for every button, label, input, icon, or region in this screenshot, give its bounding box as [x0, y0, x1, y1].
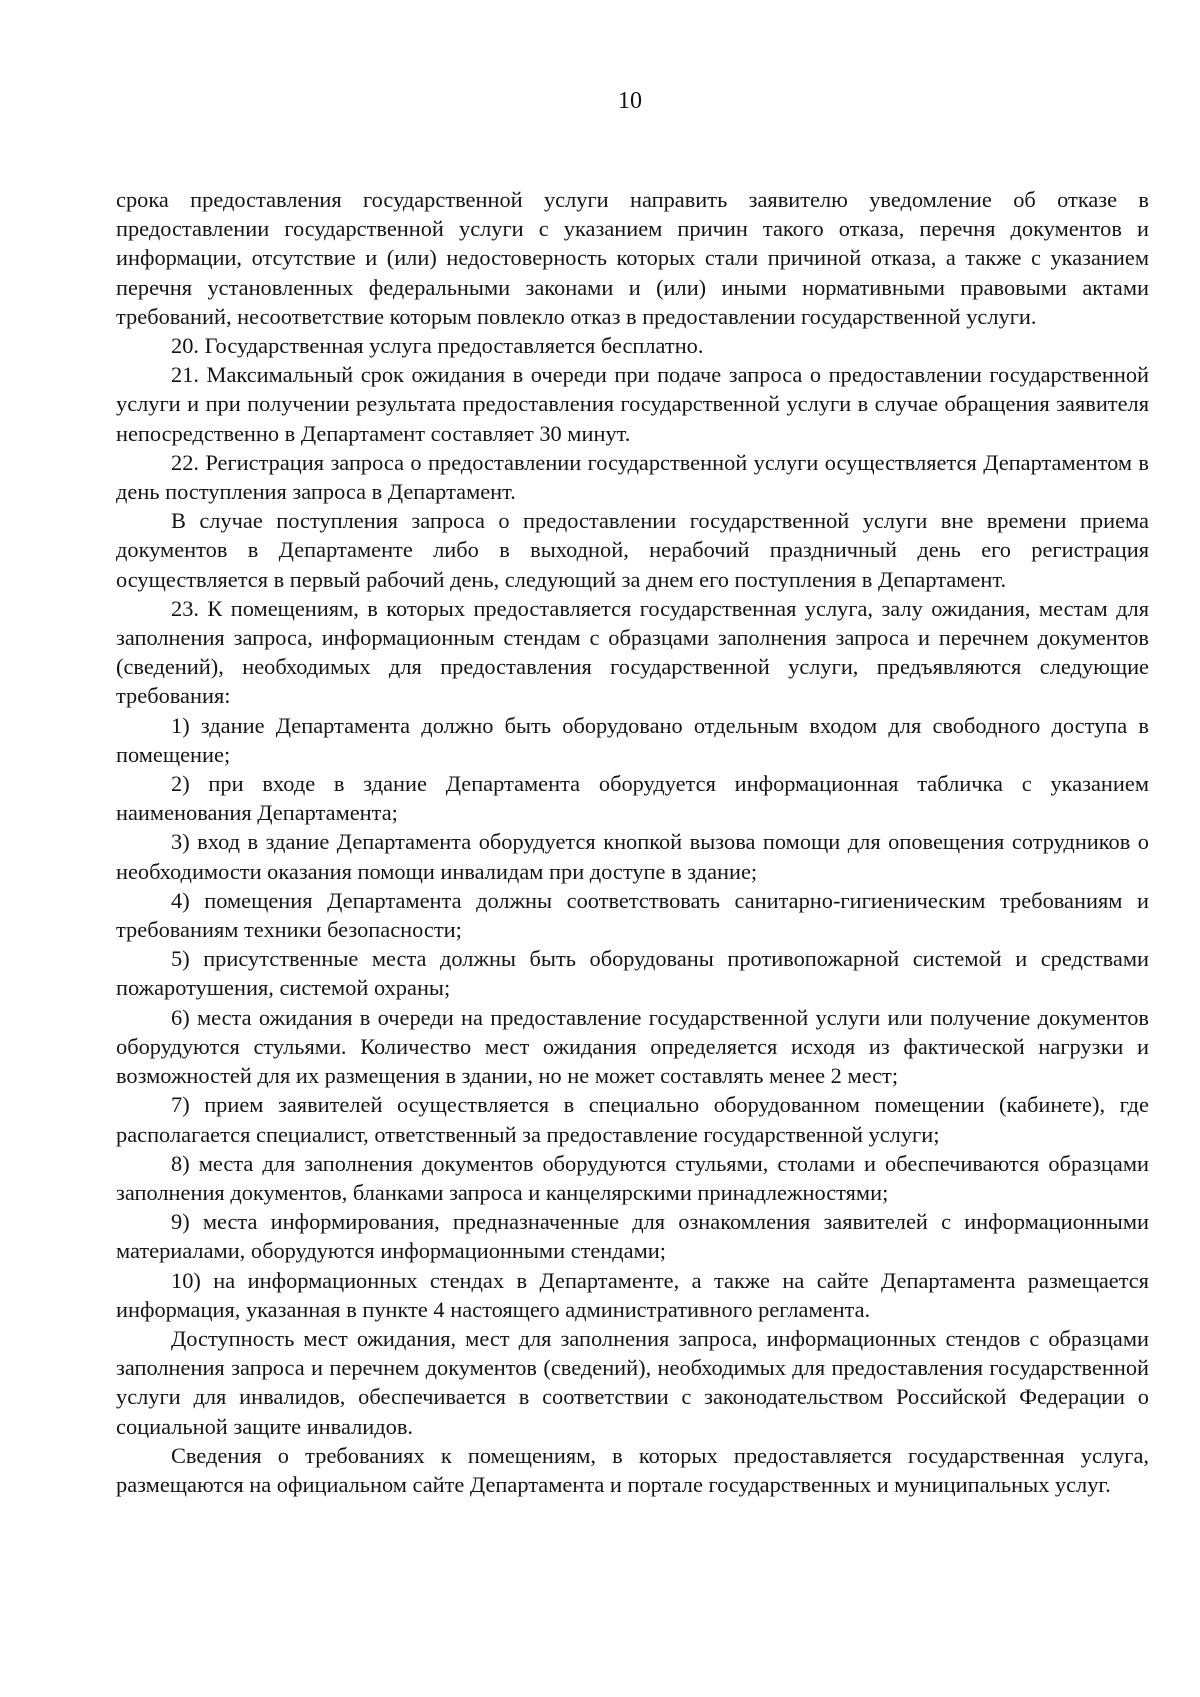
paragraph-item-20: 20. Государственная услуга предоставляется бесплатно.	[171, 333, 704, 359]
requirement-10: 10) на информационных стендах в Департаменте, а также на сайте Департамента размещается информация, указанная в пункте 4 настоящего административного регламента.	[116, 1267, 1149, 1322]
paragraph-accessibility: Доступность мест ожидания, мест для заполнения запроса, информационных стендов с образцами заполнения запроса и перечнем документов (сведений), необходимых для предоставления государственной услуги для инвалидов, обеспечивается в соответствии с законодательством Российской Федерации о социальной защите инвалидов.	[116, 1325, 1149, 1439]
paragraph-premises-info: Сведения о требованиях к помещениям, в которых предоставляется государственная услуга, размещаются на официальном сайте Департамента и портале государственных и муниципальных услуг.	[116, 1442, 1149, 1497]
requirement-9: 9) места информирования, предназначенные для ознакомления заявителей с информационными материалами, оборудуются информационными стендами;	[116, 1209, 1149, 1264]
requirement-1: 1) здание Департамента должно быть оборудовано отдельным входом для свободного доступа в помещение;	[116, 712, 1149, 767]
paragraph-item-21: 21. Максимальный срок ожидания в очереди при подаче запроса о предоставлении государственной услуги и при получении результата предоставления государственной услуги в случае обращения заявителя непосредственно в Департамент составляет 30 минут.	[116, 362, 1149, 446]
document-body	[116, 185, 1149, 1499]
requirement-3: 3) вход в здание Департамента оборудуется кнопкой вызова помощи для оповещения сотрудников о необходимости оказания помощи инвалидам при доступе в здание;	[116, 829, 1149, 884]
page-number: 10	[618, 88, 642, 114]
paragraph-item-22: 22. Регистрация запроса о предоставлении государственной услуги осуществляется Департаментом в день поступления запроса в Департамент.	[116, 449, 1149, 505]
paragraph-item-23: 23. К помещениям, в которых предоставляется государственная услуга, залу ожидания, местам для заполнения запроса, информационным стендам с образцами заполнения запроса и перечнем документов (сведений), необходимых для предоставления государственной услуги, предъявляются следующие требования:	[116, 595, 1149, 709]
requirement-7: 7) прием заявителей осуществляется в специально оборудованном помещении (кабинете), где располагается специалист, ответственный за предоставление государственной услуги;	[116, 1092, 1149, 1147]
paragraph-registration-outside-hours: В случае поступления запроса о предоставлении государственной услуги вне времени приема документов в Департаменте либо в выходной, нерабочий праздничный день его регистрация осуществляется в первый рабочий день, следующий за днем его поступления в Департамент.	[116, 508, 1149, 592]
requirement-4: 4) помещения Департамента должны соответствовать санитарно-гигиеническим требованиям и требованиям техники безопасности;	[116, 887, 1149, 943]
requirement-6: 6) места ожидания в очереди на предоставление государственной услуги или получение документов оборудуются стульями. Количество мест ожидания определяется исходя из фактической нагрузки и возможностей для их размещения в здании, но не может составлять менее 2 мест;	[116, 1004, 1149, 1089]
paragraph-continuation: срока предоставления государственной услуги направить заявителю уведомление об отказе в предоставлении государственной услуги с указанием причин такого отказа, перечня документов и информации, отсутствие и (или) недостоверность которых стали причиной отказа, а также с указанием перечня установленных федеральными законами и (или) иными нормативными правовыми актами требований, несоответствие которым повлекло отказ в предоставлении государственной услуги.	[116, 187, 1149, 329]
requirement-5: 5) присутственные места должны быть оборудованы противопожарной системой и средствами пожаротушения, системой охраны;	[116, 946, 1149, 1001]
requirement-8: 8) места для заполнения документов оборудуются стульями, столами и обеспечиваются образцами заполнения документов, бланками запроса и канцелярскими принадлежностями;	[116, 1150, 1149, 1205]
requirement-2: 2) при входе в здание Департамента оборудуется информационная табличка с указанием наименования Департамента;	[116, 771, 1149, 826]
